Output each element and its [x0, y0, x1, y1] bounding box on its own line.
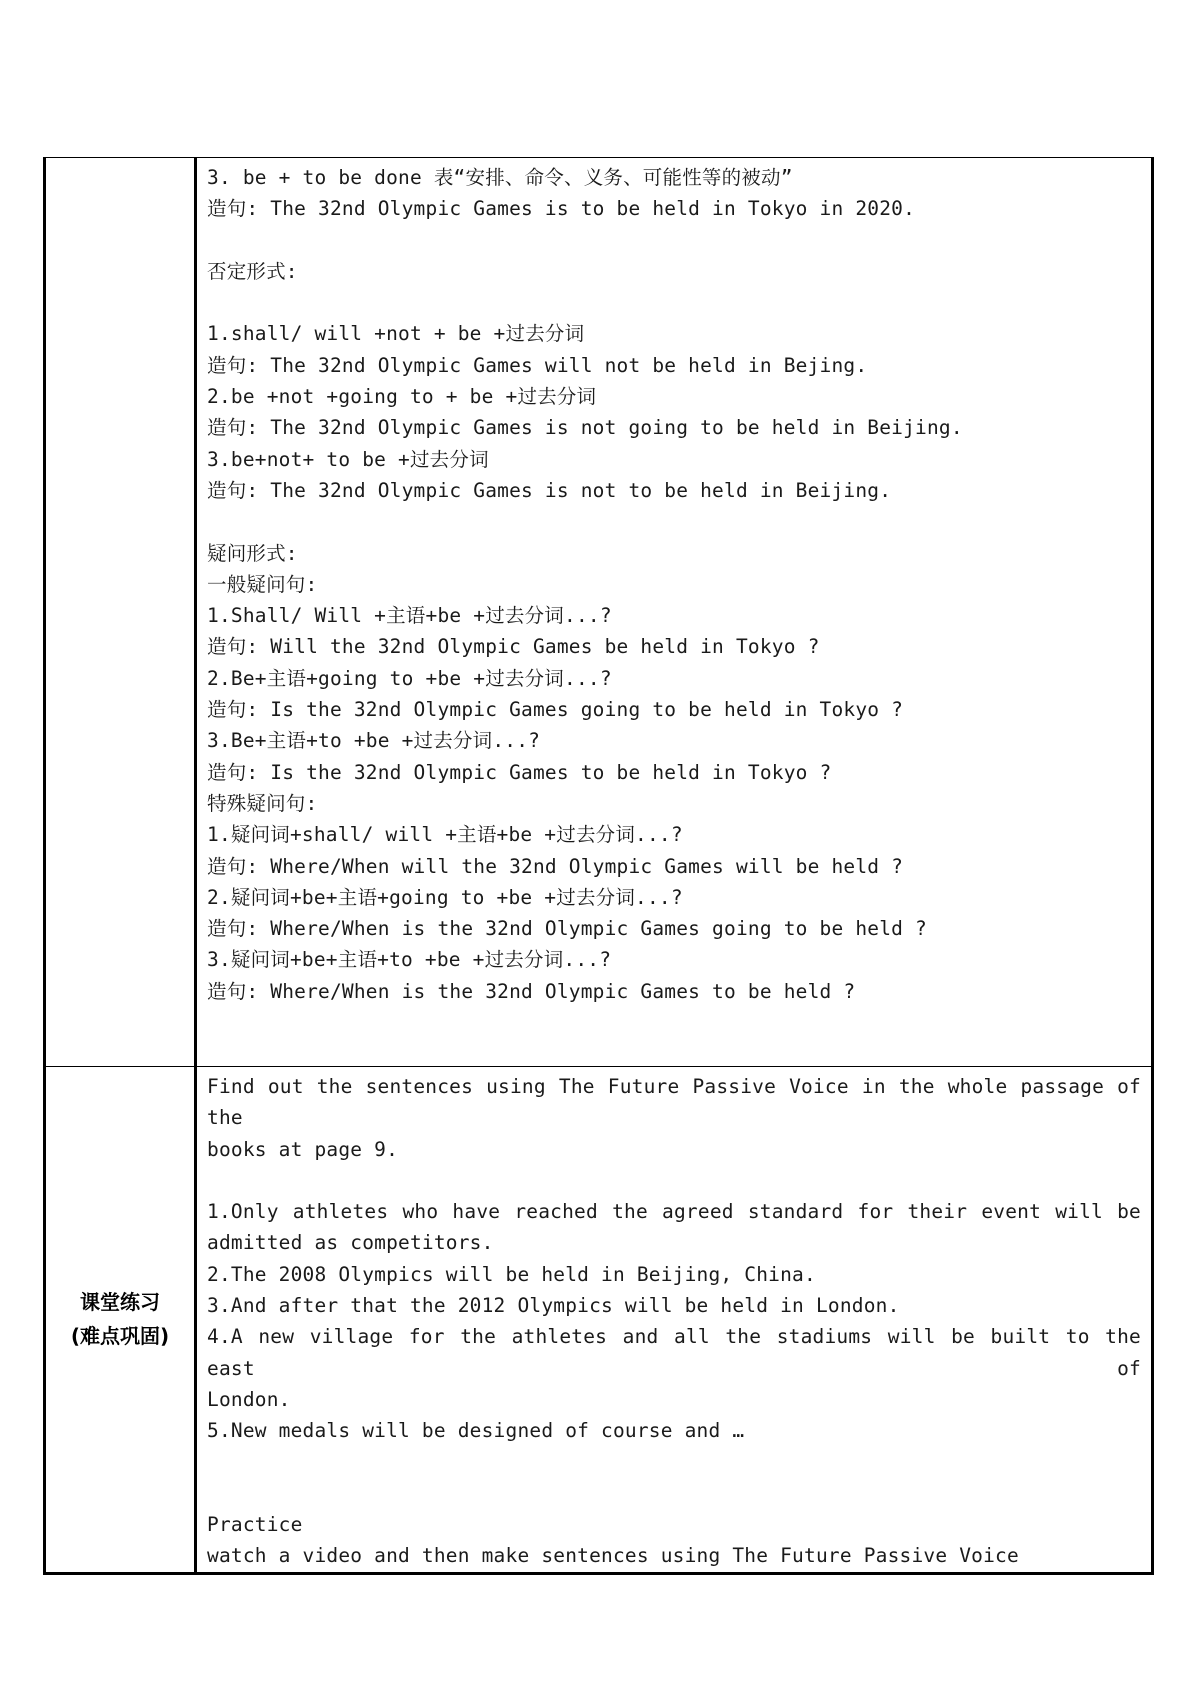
- practice-content-cell: [196, 1067, 1153, 1574]
- section-label-line1: 课堂练习: [80, 1290, 160, 1315]
- section-label-cell-empty: [45, 158, 196, 1067]
- text-line: 造句: The 32nd Olympic Games is not going to be held in Beijing.: [207, 416, 963, 440]
- blank-line: [207, 225, 1141, 256]
- text-line: 造句: The 32nd Olympic Games is not to be held in Beijing.: [207, 478, 892, 502]
- text-line: 造句: Is the 32nd Olympic Games to be held in Tokyo ?: [207, 760, 832, 784]
- text-line: 2.The 2008 Olympics will be held in Beijing, China.: [207, 1262, 816, 1286]
- text-line: 1.shall/ will +not + be +过去分词: [207, 322, 585, 346]
- text-line: 造句: Where/When will the 32nd Olympic Games will be held ?: [207, 854, 904, 878]
- table-row-practice: [45, 1067, 1153, 1574]
- text-line: watch a video and then make sentences using The Future Passive Voice: [207, 1544, 1019, 1568]
- text-line: books at page 9.: [207, 1137, 399, 1161]
- blank-line: [207, 1165, 1141, 1196]
- blank-line: [207, 1478, 1141, 1509]
- practice-content: [197, 1067, 1151, 1572]
- text-line: 1.疑问词+shall/ will +主语+be +过去分词...?: [207, 823, 683, 847]
- blank-line: [207, 1447, 1141, 1478]
- text-line: 特殊疑问句:: [207, 791, 318, 815]
- text-line: 3.Be+主语+to +be +过去分词...?: [207, 729, 541, 753]
- text-line: 3.疑问词+be+主语+to +be +过去分词...?: [207, 948, 612, 972]
- text-line: 造句: Is the 32nd Olympic Games going to be held in Tokyo ?: [207, 698, 904, 722]
- text-line: 一般疑问句:: [207, 572, 318, 596]
- text-line: 3.be+not+ to be +过去分词: [207, 447, 489, 471]
- table-row-grammar: [45, 158, 1153, 1067]
- section-label-cell-practice: [45, 1067, 196, 1574]
- text-line: 3.And after that the 2012 Olympics will be held in London.: [207, 1294, 900, 1318]
- text-line: admitted as competitors.: [207, 1231, 494, 1255]
- text-line: 1.Shall/ Will +主语+be +过去分词...?: [207, 604, 612, 628]
- blank-line: [207, 287, 1141, 318]
- text-line: Find out the sentences using The Future Passive Voice in the whole passage of the: [207, 1075, 1153, 1130]
- text-line: 造句: Where/When is the 32nd Olympic Games to be held ?: [207, 979, 856, 1003]
- text-line: 造句: Will the 32nd Olympic Games be held in Tokyo ?: [207, 635, 820, 659]
- text-line: 3. be + to be done 表“安排、命令、义务、可能性等的被动”: [207, 166, 793, 189]
- text-line: 4.A new village for the athletes and all the stadiums will be built to the east of: [207, 1325, 1153, 1380]
- blank-line: [207, 506, 1141, 537]
- text-line: 造句: The 32nd Olympic Games is to be held in Tokyo in 2020.: [207, 197, 916, 221]
- text-line: 造句: The 32nd Olympic Games will not be held in Bejing.: [207, 353, 868, 377]
- text-line: 否定形式:: [207, 259, 298, 283]
- text-line: 疑问形式:: [207, 541, 298, 565]
- text-line: 5.New medals will be designed of course and …: [207, 1419, 745, 1443]
- lesson-table: [43, 157, 1154, 1575]
- text-line: 2.Be+主语+going to +be +过去分词...?: [207, 666, 612, 690]
- text-line: 造句: Where/When is the 32nd Olympic Games going to be held ?: [207, 917, 927, 941]
- section-label-line2: (难点巩固): [70, 1324, 170, 1349]
- text-line: 1.Only athletes who have reached the agreed standard for their event will be: [207, 1200, 1141, 1224]
- grammar-content-cell: [196, 158, 1153, 1067]
- text-line: 2.be +not +going to + be +过去分词: [207, 385, 597, 409]
- grammar-content: [197, 158, 1151, 1007]
- text-line: London.: [207, 1387, 291, 1411]
- text-line: Practice: [207, 1513, 303, 1537]
- text-line: 2.疑问词+be+主语+going to +be +过去分词...?: [207, 885, 683, 909]
